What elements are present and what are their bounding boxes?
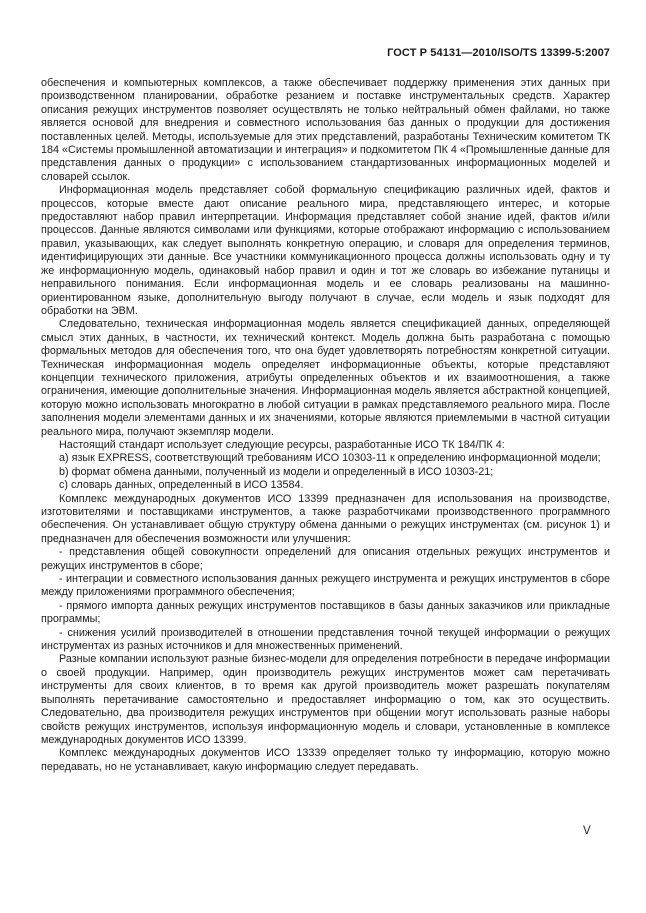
document-body bbox=[41, 77, 610, 774]
body-paragraph: Следовательно, техническая информационная модель является спецификацией данных, определяющей смысл этих данных, в частности, их технический контекст. Модель должна быть разработана с помощью формальных методов для обеспечения того, что она будет удовлетворять потребностям конкретной ситуации. Техническая информационная модель определяет информационные объекты, которые представляют концепции технического приложения, атрибуты определенных объектов и их взаимоотношения, а также ограничения, имеющие дополнительные значения. Информационная модель является абстрактной концепцией, которую можно использовать многократно в любой ситуации в рамках представляемого реального мира. После заполнения модели элементами данных и их значениями, которые являются приемлемыми в частной ситуации реального мира, получают экземпляр модели. bbox=[41, 318, 610, 438]
body-paragraph: a) язык EXPRESS, соответствующий требованиям ИСО 10303-11 к определению информационной модели; bbox=[59, 452, 601, 465]
body-paragraph: Комплекс международных документов ИСО 13399 предназначен для использования на производстве, изготовителями и поставщиками инструментов, а также разработчиками производственного программного обеспечения. Он устанавливает общую структуру обмена данными о режущих инструментах (см. рисунок 1) и предназначен для обеспечения возможности или улучшения: bbox=[41, 492, 610, 545]
body-list-item: - представления общей совокупности определений для описания отдельных режущих инструментов и режущих инструментов в сборе; bbox=[41, 546, 610, 572]
body-paragraph: Информационная модель представляет собой формальную спецификацию различных идей, фактов и процессов, которые вместе дают описание реального мира, представляющего интерес, и которые предоставляют набор правил интерпретации. Информация представляет собой знание идей, фактов и/или процессов. Данные являются символами или функциями, которые отображают информацию с использованием правил, указывающих, как следует выполнять конкретную операцию, и словаря для определения терминов, идентифицирующих эти данные. Все участники коммуникационного процесса должны использовать одну и ту же информационную модель, одинаковый набор правил и один и тот же словарь во избежание путаницы и неправильного понимания. Если информационная модель и ее словарь реализованы на машинно-ориентированном языке, дополнительную выгоду получают в случае, если модель и язык подходят для обработки на ЭВМ. bbox=[41, 184, 610, 317]
body-paragraph: b) формат обмена данными, полученный из модели и определенный в ИСО 10303-21; bbox=[59, 465, 494, 478]
body-paragraph: обеспечения и компьютерных комплексов, а также обеспечивает поддержку применения этих данных при производственном планировании, обработке резанием и поставке инструментальных средств. Характер описания режущих инструментов позволяет осуществлять не только нейтральный обмен файлами, но также является основой для внедрения и совместного использования баз данных о продукции для достижения поставленных целей. Методы, используемые для этих представлений, разработаны Техническим комитетом ТК 184 «Системы промышленной автоматизации и интеграция» и подкомитетом ПК 4 «Промышленные данные для представления данных о продукции» с использованием стандартизованных информационных моделей и словарей ссылок. bbox=[41, 77, 610, 183]
body-list-item: - снижения усилий производителей в отношении представления точной текущей информации о режущих инструментах из разных источников и для множественных применений. bbox=[41, 626, 610, 653]
body-paragraph: Настоящий стандарт использует следующие ресурсы, разработанные ИСО ТК 184/ПК 4: bbox=[59, 438, 505, 451]
body-paragraph: Разные компании используют разные бизнес-модели для определения потребности в передаче информации о своей продукции. Например, один производитель режущих инструментов может сам перетачивать инструменты для своих клиентов, в то время как другой производитель может разрешать покупателям выполнять перетачивание самостоятельно и предоставляет информацию о том, как это осуществить. Следовательно, два производителя режущих инструментов при общении могут использовать разные наборы свойств режущих инструментов, используя информационную модель и словари, установленные в комплексе международных документов ИСО 13399. bbox=[41, 653, 610, 746]
page-number: V bbox=[583, 825, 591, 837]
body-list-item: - интеграции и совместного использования данных режущего инструмента и режущих инструментов в сборе между приложениями программного обеспечения; bbox=[41, 573, 610, 599]
document-header: ГОСТ Р 54131—2010/ISO/TS 13399-5:2007 bbox=[387, 47, 610, 59]
body-paragraph: Комплекс международных документов ИСО 13339 определяет только ту информацию, которую можно передавать, но не устанавливает, какую информацию следует передавать. bbox=[41, 747, 610, 773]
body-paragraph: c) словарь данных, определенный в ИСО 13584. bbox=[59, 479, 304, 492]
body-list-item: - прямого импорта данных режущих инструментов поставщиков в базы данных заказчиков или прикладные программы; bbox=[41, 599, 610, 626]
